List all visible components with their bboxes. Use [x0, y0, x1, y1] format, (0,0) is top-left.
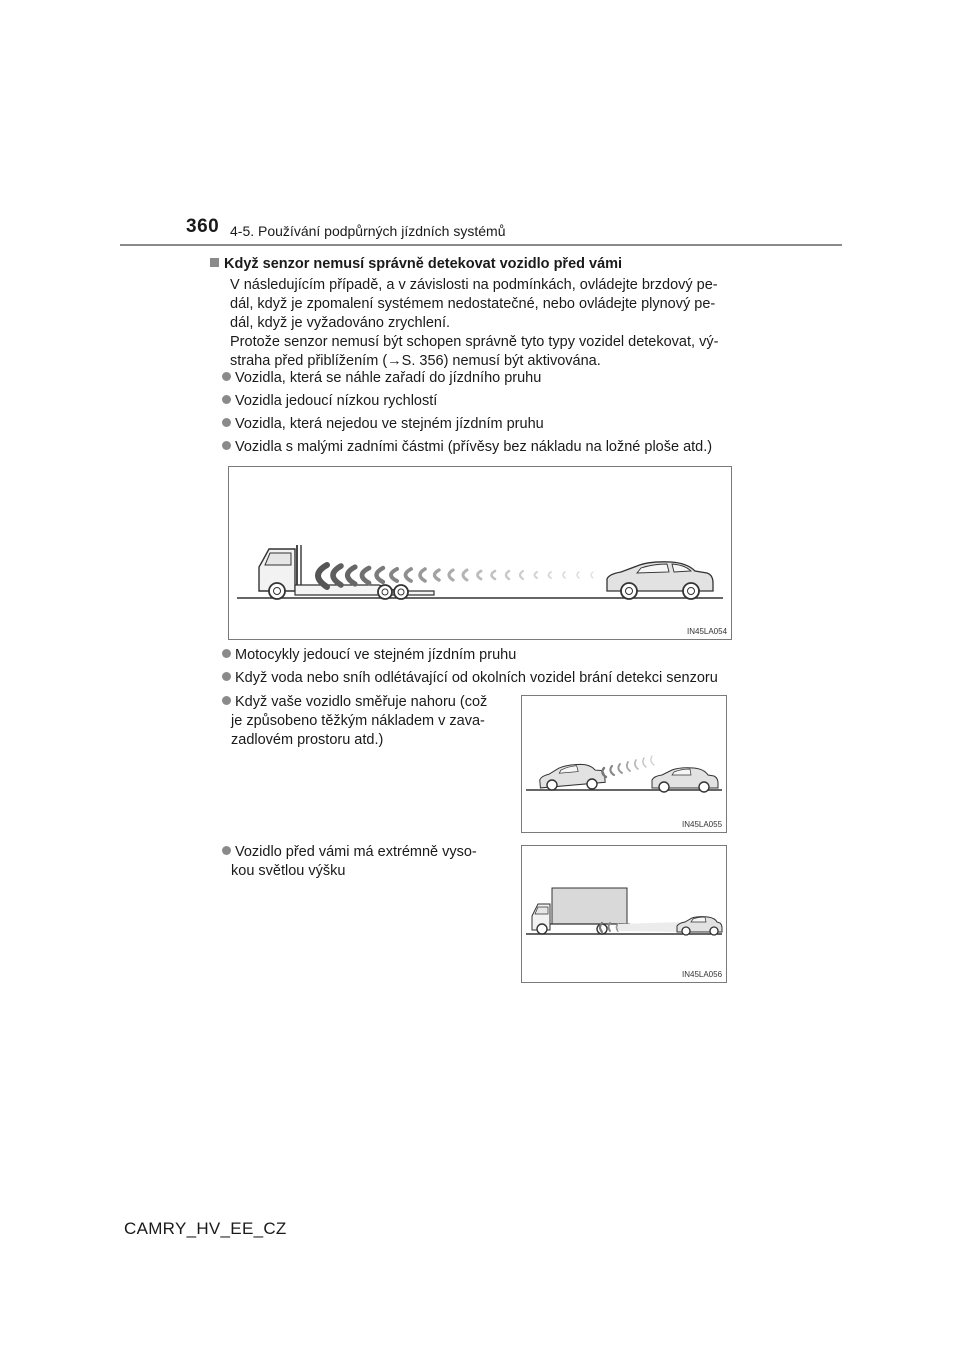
list-item: Motocykly jedoucí ve stejném jízdním pruhu	[222, 646, 516, 665]
section-heading-text: Když senzor nemusí správně detekovat vozidlo před vámi	[224, 256, 623, 272]
paragraph-line: V následujícím případě, a v závislosti na podmínkách, ovládejte brzdový pe-	[230, 277, 718, 293]
list-item: Vozidla s malými zadními částmi (přívěsy bez nákladu na ložné ploše atd.)	[222, 438, 712, 457]
square-bullet-icon	[210, 258, 219, 267]
paragraph-line: dál, když je zpomalení systémem nedostatečné, nebo ovládejte plynový pe-	[230, 296, 716, 312]
bullet-dot-icon	[222, 846, 231, 855]
page-number: 360	[186, 216, 220, 237]
bullet-dot-icon	[222, 395, 231, 404]
header-section-title: 4-5. Používání podpůrných jízdních systémů	[230, 223, 506, 239]
bullet-dot-icon	[222, 696, 231, 705]
figure-high-truck-illustration	[521, 845, 727, 983]
figure-label: IN45LA055	[682, 820, 723, 829]
figure-tilted-car-illustration	[521, 695, 727, 833]
tilted-car-illustration-svg	[522, 696, 726, 832]
bullet-dot-icon	[222, 441, 231, 450]
paragraph-line: dál, když je vyžadováno zrychlení.	[230, 315, 451, 331]
list-item: Když voda nebo sníh odlétávající od okolních vozidel brání detekci senzoru	[222, 669, 718, 688]
figure-trailer-illustration	[228, 466, 732, 640]
section-heading	[210, 256, 622, 272]
bullet-dot-icon	[222, 418, 231, 427]
intro-paragraph	[230, 276, 743, 371]
list-item: Vozidla, která se náhle zařadí do jízdního pruhu	[222, 369, 541, 388]
figure-label: IN45LA054	[687, 627, 728, 636]
bullet-dot-icon	[222, 672, 231, 681]
list-item: Vozidlo před vámi má extrémně vyso- kou světlou výšku	[222, 843, 504, 881]
bullet-dot-icon	[222, 649, 231, 658]
list-item: Vozidla jedoucí nízkou rychlostí	[222, 392, 437, 411]
high-truck-illustration-svg	[522, 846, 726, 982]
figure-label: IN45LA056	[682, 970, 723, 979]
header-divider	[120, 244, 842, 246]
list-item: Když vaše vozidlo směřuje nahoru (což je způsobeno těžkým nákladem v zava- zadlovém prostoru atd.)	[222, 693, 504, 750]
trailer-illustration-svg	[229, 467, 731, 639]
bullet-dot-icon	[222, 372, 231, 381]
paragraph-line: Protože senzor nemusí být schopen správně tyto typy vozidel detekovat, vý-	[230, 334, 719, 350]
paragraph-line: straha před přiblížením (→S. 356) nemusí být aktivována.	[230, 353, 601, 369]
list-item: Vozidla, která nejedou ve stejném jízdním pruhu	[222, 415, 544, 434]
document-code: CAMRY_HV_EE_CZ	[124, 1219, 287, 1238]
